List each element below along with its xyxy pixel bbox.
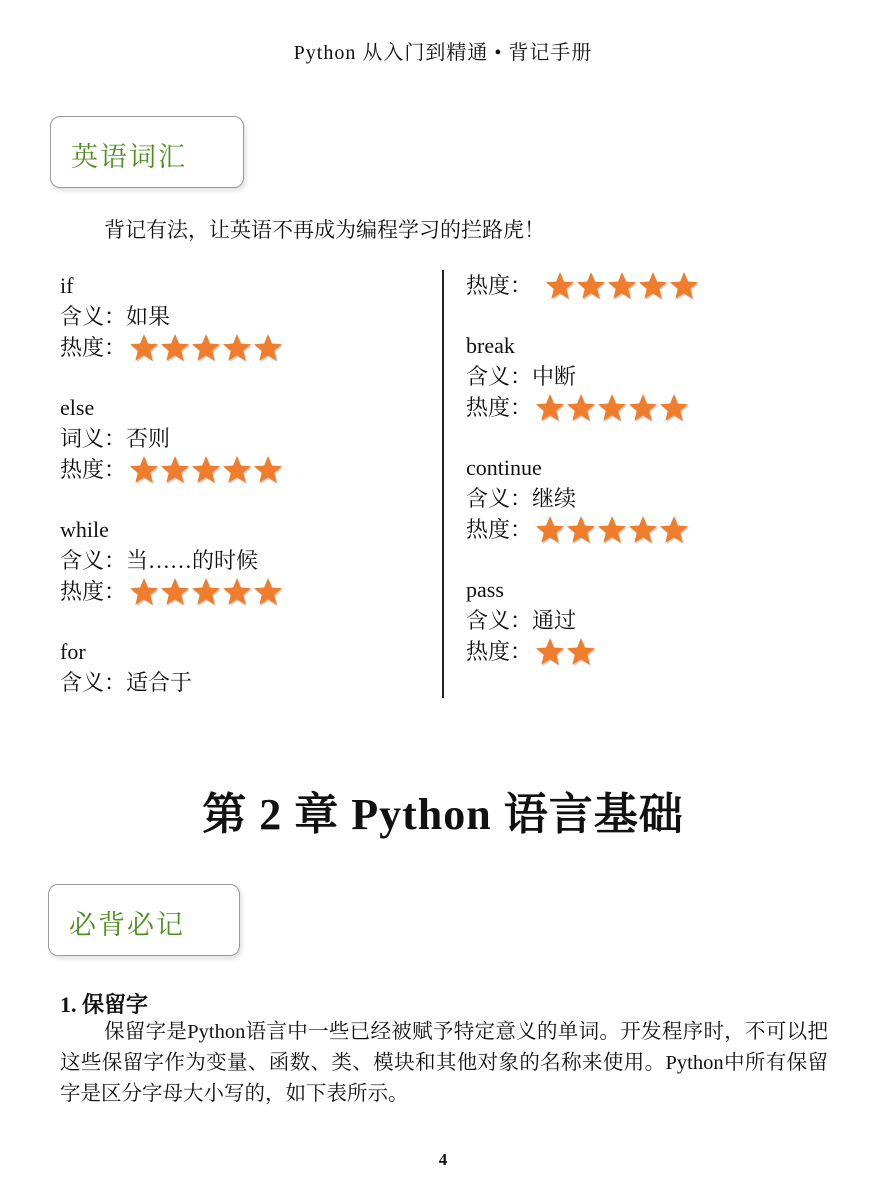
vocab-heat <box>60 454 430 485</box>
vocab-meaning <box>466 361 846 392</box>
vocab-word: while <box>60 517 109 542</box>
vocab-heat-label: 热度： <box>60 579 127 604</box>
vocab-word: for <box>60 639 86 664</box>
star-icon <box>221 454 253 486</box>
vocab-meaning-label: 含义： <box>60 304 127 329</box>
right-entry <box>466 330 846 423</box>
star-icon <box>128 576 160 608</box>
star-icon <box>534 392 566 424</box>
vocab-heat <box>60 332 430 363</box>
star-icon <box>606 270 638 302</box>
heat-rating <box>534 636 596 668</box>
star-icon <box>252 332 284 364</box>
vocab-heat-label: 热度： <box>466 517 533 542</box>
vocab-meaning-label: 含义： <box>466 364 533 389</box>
heat-rating <box>534 514 689 546</box>
vocab-heat-label: 热度： <box>466 395 533 420</box>
right-entry <box>466 574 846 667</box>
vocab-word: pass <box>466 577 504 602</box>
star-icon <box>565 514 597 546</box>
vocab-meaning-value: 继续 <box>532 486 577 511</box>
vocab-section-title: 英语词汇 <box>71 142 187 173</box>
column-divider <box>442 270 444 698</box>
vocab-meaning-value: 否则 <box>126 426 171 451</box>
vocab-meaning-label: 含义： <box>60 548 127 573</box>
vocab-meaning <box>466 483 846 514</box>
vocab-word: else <box>60 395 95 420</box>
vocab-heat-label: 热度： <box>60 335 127 360</box>
heat-rating <box>534 392 689 424</box>
vocab-heat <box>466 514 846 545</box>
vocab-heat-label: 热度： <box>466 273 533 298</box>
left-entry <box>60 392 430 485</box>
star-icon <box>627 514 659 546</box>
star-icon <box>668 270 700 302</box>
vocab-meaning-label: 含义： <box>466 486 533 511</box>
subsection-heading: 1. 保留字 <box>60 992 149 1017</box>
star-icon <box>159 454 191 486</box>
star-icon <box>565 636 597 668</box>
vocab-section-box <box>50 116 244 188</box>
vocab-heat-label: 热度： <box>60 457 127 482</box>
star-icon <box>252 576 284 608</box>
star-icon <box>627 392 659 424</box>
star-icon <box>534 514 566 546</box>
vocab-meaning-value: 适合于 <box>126 670 193 695</box>
page-number: 4 <box>438 1150 448 1169</box>
star-icon <box>252 454 284 486</box>
right-entry <box>466 270 846 301</box>
star-icon <box>221 332 253 364</box>
heat-rating <box>128 332 283 364</box>
chapter-title: 第 2 章 Python 语言基础 <box>202 790 684 839</box>
heat-rating <box>128 576 283 608</box>
vocab-meaning <box>60 423 430 454</box>
memo-section-box <box>48 884 240 956</box>
vocab-heat <box>466 270 846 301</box>
star-icon <box>596 514 628 546</box>
vocab-left-column <box>60 270 430 727</box>
star-icon <box>565 392 597 424</box>
paragraph-text: 保留字是Python语言中一些已经被赋予特定意义的单词。开发程序时，不可以把这些保留字作为变量、函数、类、模块和其他对象的名称来使用。Python中所有保留字是区分字母大小写的，如下表所示。 <box>60 1021 828 1105</box>
vocab-meaning-value: 如果 <box>126 304 171 329</box>
vocab-intro: 背记有法，让英语不再成为编程学习的拦路虎！ <box>104 218 545 242</box>
star-icon <box>128 454 160 486</box>
heat-rating <box>544 270 699 302</box>
star-icon <box>544 270 576 302</box>
star-icon <box>159 332 191 364</box>
vocab-meaning-value: 中断 <box>532 364 577 389</box>
star-icon <box>637 270 669 302</box>
vocab-word: if <box>60 273 74 298</box>
vocab-meaning <box>60 667 430 698</box>
star-icon <box>575 270 607 302</box>
left-entry <box>60 514 430 607</box>
vocab-heat-label: 热度： <box>466 639 533 664</box>
vocab-meaning <box>466 605 846 636</box>
star-icon <box>159 576 191 608</box>
star-icon <box>190 454 222 486</box>
vocab-meaning-label: 含义： <box>466 608 533 633</box>
vocab-heat <box>60 576 430 607</box>
vocab-word: break <box>466 333 515 358</box>
vocab-meaning <box>60 545 430 576</box>
star-icon <box>658 514 690 546</box>
star-icon <box>221 576 253 608</box>
vocab-meaning <box>60 301 430 332</box>
page-header: Python 从入门到精通 • 背记手册 <box>293 42 593 64</box>
star-icon <box>190 576 222 608</box>
vocab-right-column <box>466 270 846 696</box>
star-icon <box>596 392 628 424</box>
star-icon <box>190 332 222 364</box>
star-icon <box>534 636 566 668</box>
left-entry <box>60 270 430 363</box>
star-icon <box>128 332 160 364</box>
vocab-heat <box>466 392 846 423</box>
left-entry <box>60 636 430 698</box>
memo-section-title: 必背必记 <box>69 910 185 941</box>
vocab-heat <box>466 636 846 667</box>
right-entry <box>466 452 846 545</box>
subsection-paragraph <box>60 1017 828 1110</box>
vocab-meaning-label: 含义： <box>60 670 127 695</box>
star-icon <box>658 392 690 424</box>
heat-rating <box>128 454 283 486</box>
vocab-meaning-value: 当……的时候 <box>126 548 259 573</box>
vocab-meaning-label: 词义： <box>60 426 127 451</box>
vocab-word: continue <box>466 455 542 480</box>
vocab-meaning-value: 通过 <box>532 608 577 633</box>
